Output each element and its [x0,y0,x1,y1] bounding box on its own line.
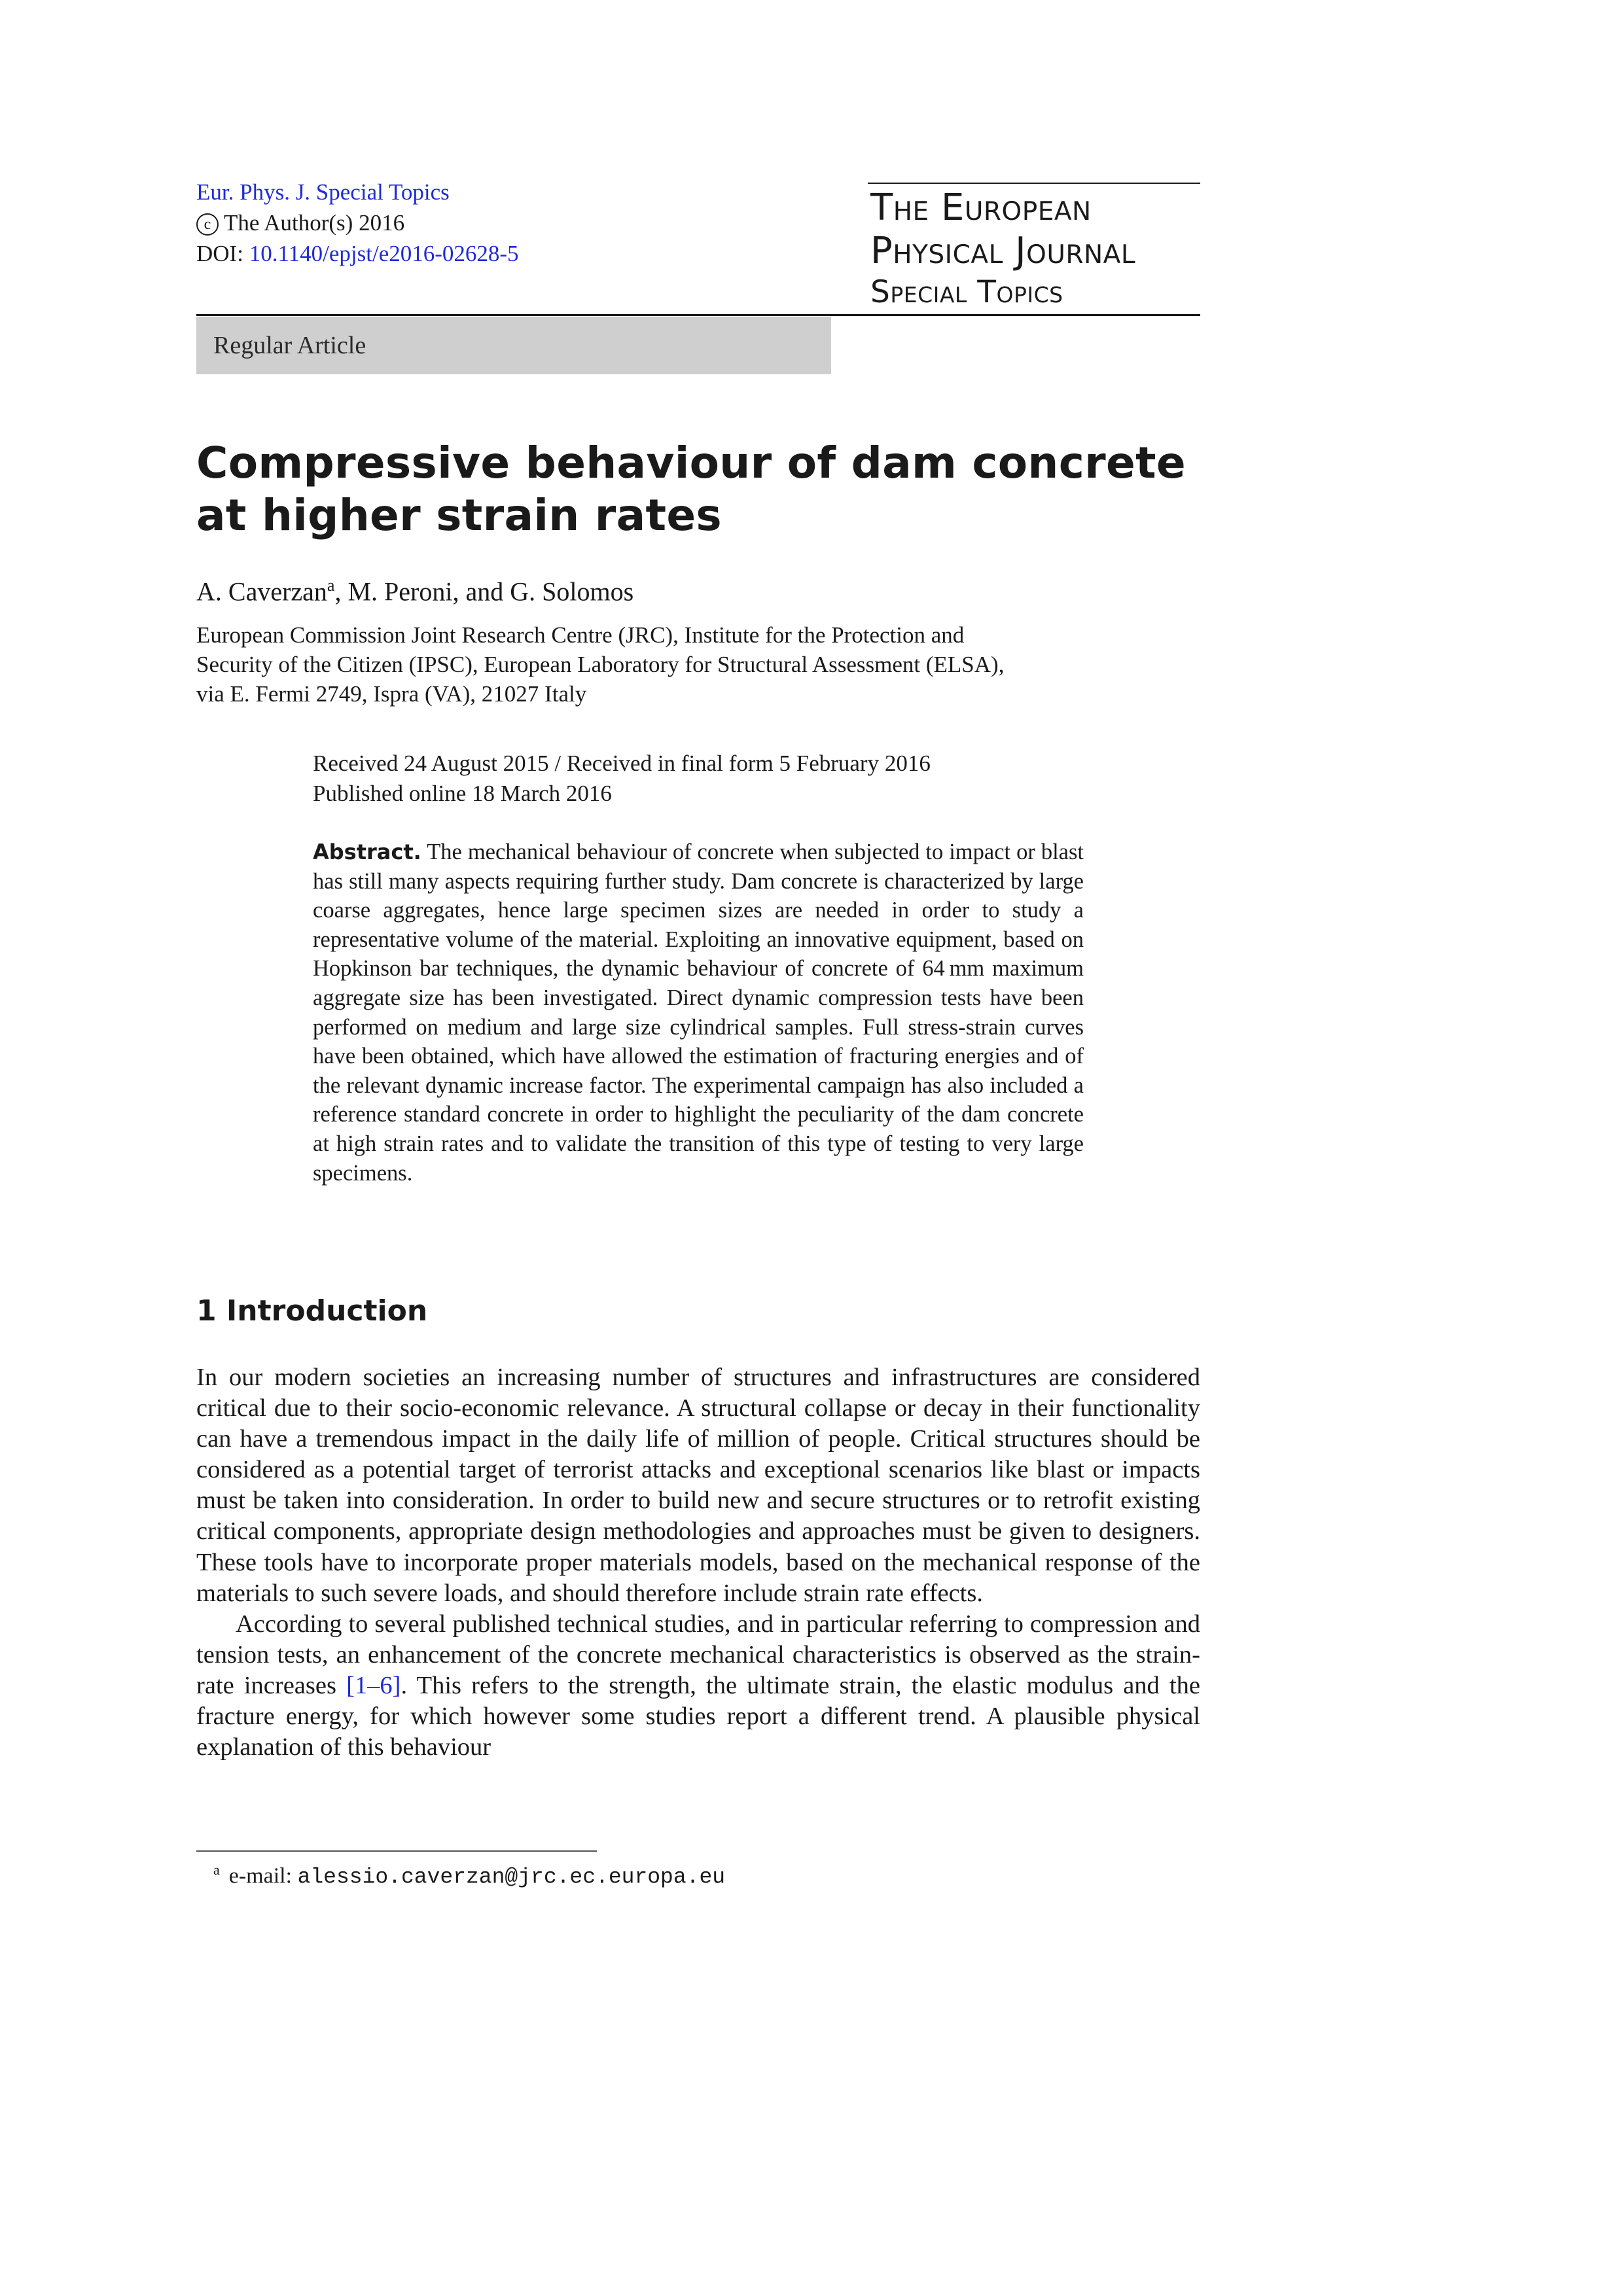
author-footnote-mark: a [327,576,335,595]
paragraph [196,1609,1200,1763]
affiliation-line: Security of the Citizen (IPSC), European Laboratory for Structural Assessment (ELSA), [196,652,1005,677]
journal-name [870,186,1200,312]
paragraph: In our modern societies an increasing number of structures and infrastructures are considered critical due to their socio-economic relevance. A structural collapse or decay in their functionality can have a tremendous impact in the daily life of million of people. Critical structures should be considered as a potential target of terrorist attacks and exceptional scenarios like blast or impacts must be taken into consideration. In order to build new and secure structures or to retrofit existing critical components, appropriate design methodologies and approaches must be given to designers. These tools have to incorporate proper materials models, based on the mechanical response of the materials to such severe loads, and should therefore include strain rate effects. [196,1364,1200,1607]
journal-name-line3: Special Topics [870,274,1063,310]
section-heading: 1 Introduction [196,1294,428,1328]
author-name: A. Caverzan [196,576,327,607]
paragraph-text: . This refers to the strength, the ultimate strain, the elastic modulus and the fracture energy, for which however some studies report a different trend. A plausible physical explanation of this behaviour [196,1671,1200,1761]
published-date: Published online 18 March 2016 [313,781,612,806]
journal-name-line1: The European [870,186,1092,229]
abstract-text: The mechanical behaviour of concrete when subjected to impact or blast has still many aspects requiring further study. Dam concrete is characterized by large coarse aggregates, hence large specimen sizes are needed in order to study a representative volume of the material. Exploiting an innovative equipment, based on Hopkinson bar techniques, the dynamic behaviour of concrete of 64 mm maximum aggregate size has been investigated. Direct dynamic compression tests have been performed on medium and large size cylindrical samples. Full stress-strain curves have been obtained, which have allowed the estimation of fracturing energies and of the relevant dynamic increase factor. The experimental campaign has also included a reference standard concrete in order to highlight the peculiarity of the dam concrete at high strain rates and to validate the transition of this type of testing to very large specimens. [313,839,1084,1186]
journal-short-link[interactable]: Eur. Phys. J. Special Topics [196,179,450,205]
affiliation-line: European Commission Joint Research Centre (JRC), Institute for the Protection and [196,622,965,648]
abstract-label: Abstract. [313,839,421,864]
doi-label: DOI: [196,241,243,266]
publication-dates [313,749,931,809]
copyright-line [196,207,519,238]
author-names-rest: , M. Peroni, and G. Solomos [334,576,634,607]
abstract [313,838,1084,1188]
doi-link[interactable]: 10.1140/epjst/e2016-02628-5 [249,241,519,266]
doi-line [196,238,519,269]
affiliation-line: via E. Fermi 2749, Ispra (VA), 21027 Italy [196,681,587,707]
citation-link[interactable]: [1–6] [346,1671,401,1699]
paragraph-text: According to several published technical studies, and in particular referring to compression and tension tests, an enhancement of the concrete mechanical characteristics is observed as the strain-rate increases [196,1610,1200,1699]
footnote-mark: a [213,1862,220,1878]
section-body [196,1362,1200,1763]
journal-citation-block [196,177,519,269]
author-list [196,569,633,608]
copyright-text: The Author(s) 2016 [224,210,405,236]
article-type-banner [196,317,831,374]
footnote [213,1856,725,1892]
header-divider [196,314,1200,316]
article-type-label: Regular Article [213,332,366,359]
affiliation [196,620,1200,709]
copyright-icon: c [196,213,219,236]
author-email[interactable]: alessio.caverzan@jrc.ec.europa.eu [297,1865,726,1890]
title-line-2: at higher strain rates [196,490,722,540]
footnote-label: e-mail: [228,1863,293,1888]
title-line-1: Compressive behaviour of dam concrete [196,438,1186,488]
article-title [196,437,1200,542]
journal-name-line2: Physical Journal [870,230,1136,272]
journal-name-rule [868,183,1200,184]
footnote-divider [196,1850,597,1852]
received-dates: Received 24 August 2015 / Received in final form 5 February 2016 [313,751,931,776]
